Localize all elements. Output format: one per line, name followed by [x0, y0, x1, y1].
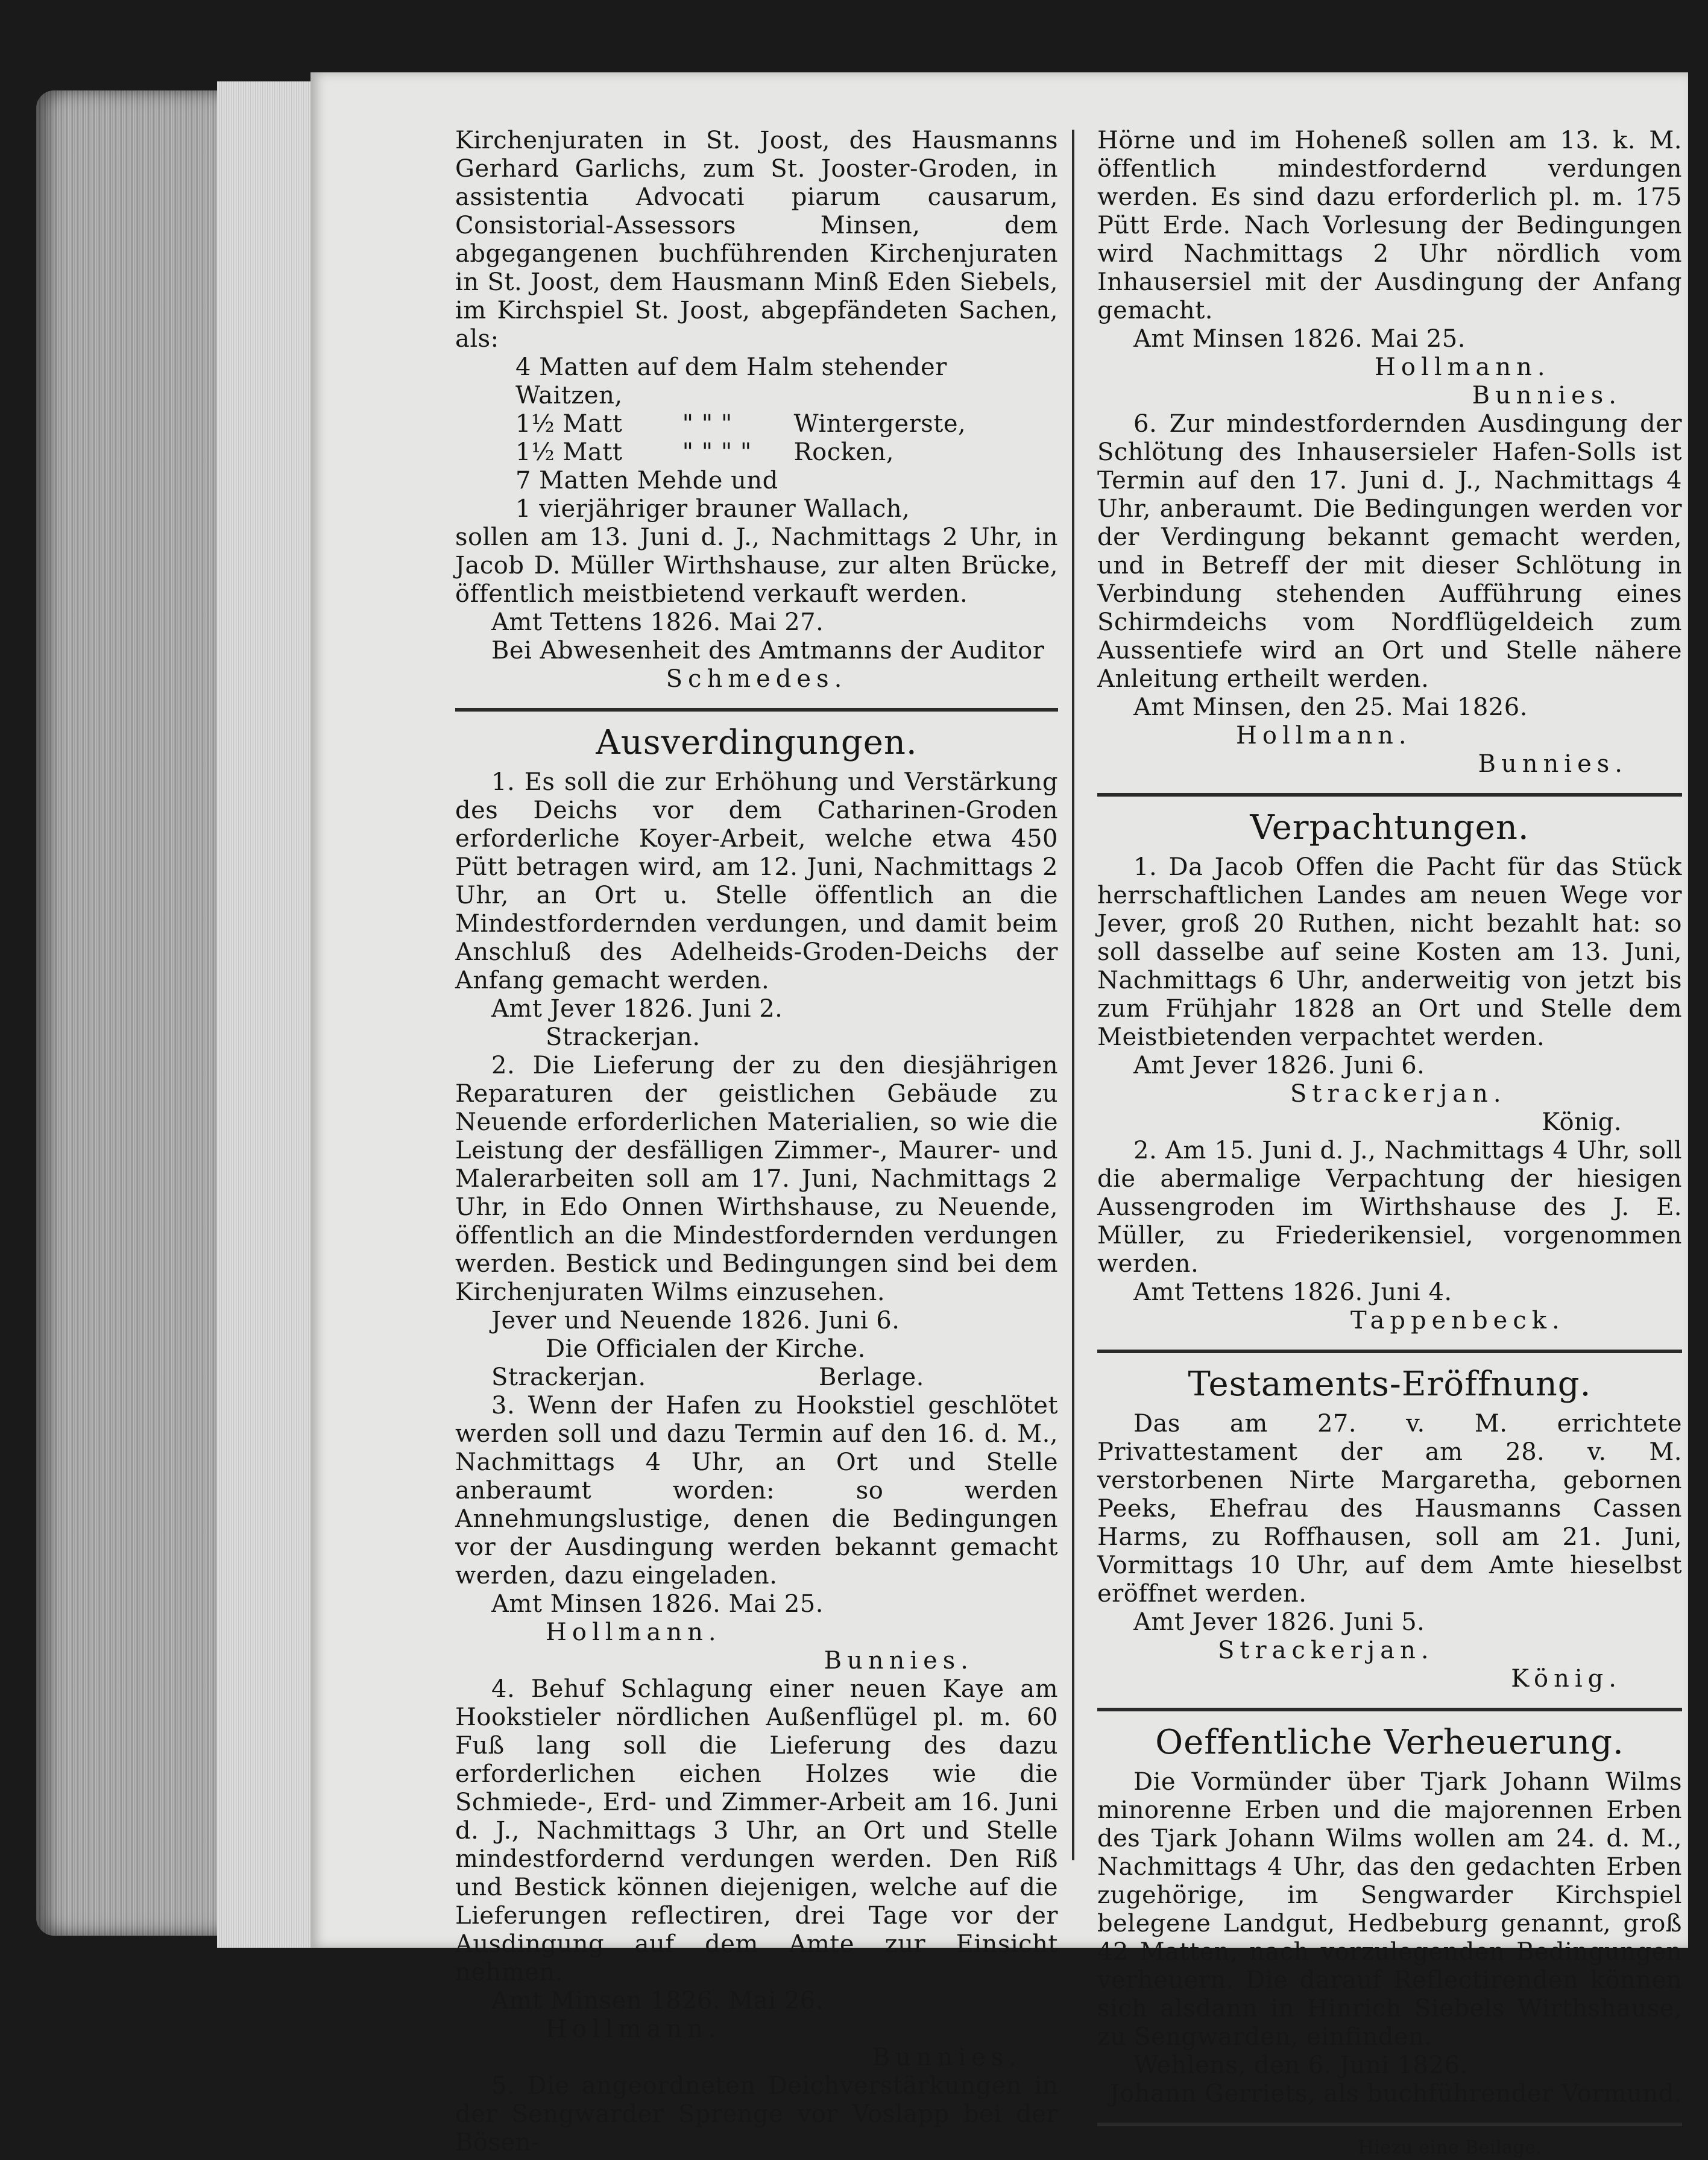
signature: Strackerjan.	[491, 1363, 646, 1391]
section-heading-verheuerung: Oeffentliche Verheuerung.	[1155, 1723, 1624, 1762]
signature: Bunnies.	[872, 2044, 1022, 2071]
signature: Bunnies.	[824, 1647, 974, 1675]
dateline: Amt Minsen 1826. Mai 25.	[491, 1590, 824, 1618]
page-leaves	[217, 81, 314, 1948]
section-divider	[1097, 793, 1682, 797]
signature: Hollmann.	[546, 2015, 722, 2043]
list-item	[515, 467, 1058, 495]
dateline: Amt Minsen 1826. Mai 25.	[1133, 325, 1466, 353]
goods-item-5: 1 vierjähriger brauner Wallach,	[515, 495, 910, 523]
signature: Hollmann.	[546, 1618, 722, 1646]
goods-item-2-name: Wintergerste,	[793, 410, 966, 438]
signature: Strackerjan.	[1290, 1080, 1507, 1108]
section-heading-testaments: Testaments-Eröffnung.	[1188, 1365, 1592, 1404]
lease-item-1: 1. Da Jacob Offen die Pacht für das Stück herrschaftlichen Landes am neuen Wege vor Jever, groß 20 Ruthen, nicht bezahlt hat: so soll dasselbe auf seine Kosten am 13. Juni, Nachmittags 6 Uhr, anderweitig von jetzt bis zum Frühjahr 1828 an Ort und Stelle dem Meistbietenden verpachtet werden.	[1097, 853, 1682, 1051]
signature: Die Officialen der Kirche.	[546, 1335, 866, 1363]
dateline: Wehlens, den 6. Juni 1826.	[1133, 2051, 1468, 2079]
dateline: Amt Tettens 1826. Mai 27.	[491, 608, 824, 636]
notice-item-4: 4. Behuf Schlagung einer neuen Kaye am Hookstieler nördlichen Außenflügel pl. m. 60 Fuß lang soll die Lieferung des dazu erforderlichen eichen Holzes wie die Schmiede-, Erd- und Zimmer-Arbeit am 16. Juni d. J., Nachmittags 3 Uhr, an Ort und Stelle mindestfordernd verdungen werden. Den Riß und Bestick können diejenigen, welche auf die Lieferungen reflectiren, drei Tage vor der Ausdingung auf dem Amte zur Einsicht nehmen.	[455, 1675, 1058, 1986]
opening-text: Kirchenjuraten in St. Joost, des Hausmanns Gerhard Garlichs, zum St. Jooster-Groden, in assistentia Advocati piarum causarum, Consistorial-Assessors Minsen, dem abgegangenen buchführenden Kirchenjuraten in St. Joost, dem Hausmann Minß Eden Siebels, im Kirchspiel St. Joost, abgepfändeten Sachen, als:	[455, 127, 1058, 353]
goods-item-3-qty: 1½ Matt	[515, 438, 623, 466]
testament-text: Das am 27. v. M. errichtete Privattestament der am 28. v. M. verstorbenen Nirte Margaretha, gebornen Peeks, Ehefrau des Hausmanns Cassen Harms, zu Roffhausen, soll am 21. Juni, Vormittags 10 Uhr, auf dem Amte hieselbst eröffnet werden.	[1097, 1410, 1682, 1608]
dateline: Amt Jever 1826. Juni 2.	[491, 995, 783, 1023]
signature-name: Schmedes.	[666, 665, 848, 693]
signature: Bei Abwesenheit des Amtmanns der Auditor	[491, 637, 1045, 665]
goods-item-1: 4 Matten auf dem Halm stehender Waitzen,	[515, 353, 947, 409]
list-item	[515, 410, 1058, 438]
dateline: Jever und Neuende 1826. Juni 6.	[491, 1307, 900, 1334]
signature: Hollmann.	[1236, 722, 1412, 750]
dateline: Amt Jever 1826. Juni 6.	[1133, 1052, 1425, 1079]
notice-item-2: 2. Die Lieferung der zu den diesjährigen Reparaturen der geistlichen Gebäude zu Neuende erforderlichen Materialien, so wie die Leistung der desfälligen Zimmer-, Maurer- und Malerarbeiten soll am 17. Juni, Nachmittags 2 Uhr, in Edo Onnen Wirthshause, zu Neuende, öffentlich an die Mindestfordernden verdungen werden. Bestick und Bedingungen sind bei dem Kirchenjuraten Wilms einzusehen.	[455, 1052, 1058, 1306]
section-divider	[455, 708, 1058, 712]
opening-text-2: sollen am 13. Juni d. J., Nachmittags 2 Uhr, in Jacob D. Müller Wirthshause, zur alten Brücke, öffentlich meistbietend verkauft werden.	[455, 523, 1058, 608]
goods-item-2-ditto: " " "	[682, 410, 733, 438]
notice-item-5-cont: Hörne und im Hoheneß sollen am 13. k. M. öffentlich mindestfordernd verdungen werden. Es sind dazu erforderlich pl. m. 175 Pütt Erde. Nach Vorlesung der Bedingungen wird Nachmittags 2 Uhr nördlich vom Inhausersiel mit der Ausdingung der Anfang gemacht.	[1097, 127, 1682, 324]
dateline: Amt Minsen 1826. Mai 26.	[491, 1987, 824, 2015]
signature: Johann Gerriets, als buchführender Vormund.	[1109, 2080, 1682, 2108]
signature: König.	[1511, 1665, 1622, 1693]
lease-item-2: 2. Am 15. Juni d. J., Nachmittags 4 Uhr, soll die abermalige Verpachtung der hiesigen Aussengroden im Wirthshause des J. E. Müller, zu Friederikensiel, vorgenommen werden.	[1097, 1137, 1682, 1278]
dateline: Amt Tettens 1826. Juni 4.	[1133, 1278, 1452, 1306]
signature: Hollmann.	[1375, 353, 1551, 381]
notice-item-5-start: 5. Die angeordneten Deichverstärkungen in der Sengwarder Sprenge vor Voslapp bei der Bösen-	[455, 2072, 1058, 2156]
goods-list	[515, 353, 1058, 523]
section-divider	[1097, 1350, 1682, 1353]
goods-item-3-ditto: " " " "	[682, 438, 752, 466]
list-item	[515, 438, 1058, 467]
signature: Berlage.	[819, 1363, 924, 1391]
dateline: Amt Jever 1826. Juni 5.	[1133, 1608, 1425, 1636]
signature: Tappenbeck.	[1350, 1307, 1565, 1334]
signature: Strackerjan.	[1218, 1637, 1434, 1664]
section-heading-verpachtungen: Verpachtungen.	[1250, 808, 1530, 847]
signature: Strackerjan.	[546, 1023, 701, 1051]
goods-item-4: 7 Matten Mehde und	[515, 467, 778, 494]
newspaper-page	[310, 72, 1688, 2158]
left-column	[455, 127, 1058, 2157]
goods-item-3-name: Rocken,	[793, 438, 894, 466]
section-heading-ausverdingungen: Ausverdingungen.	[596, 723, 918, 762]
supplement-note: Hiezu eine Beilage.	[1358, 2137, 1542, 2158]
section-divider	[1097, 2123, 1682, 2126]
signature: Bunnies.	[1478, 750, 1628, 778]
column-rule	[1072, 130, 1074, 1860]
lease-notice-text: Die Vormünder über Tjark Johann Wilms minorenne Erben und die majorennen Erben des Tjark Johann Wilms wollen am 24. d. M., Nachmittags 4 Uhr, das den gedachten Erben zugehörige, im Sengwarder Kirchspiel belegene Landgut, Hedbeburg genannt, groß 42 Matten, nach vorzulegenden Bedingungen verheuern. Die darauf Reflectirenden können sich alsdann in Hinrich Siebels Wirthshause, zu Sengwarden, einfinden.	[1097, 1768, 1682, 2051]
signature: Bunnies.	[1472, 382, 1622, 409]
section-divider	[1097, 1708, 1682, 1711]
notice-item-6: 6. Zur mindestfordernden Ausdingung der Schlötung des Inhausersieler Hafen-Solls ist Termin auf den 17. Juni d. J., Nachmittags 4 Uhr, anberaumt. Die Bedingungen werden vor der Verdingung bekannt gemacht werden, und in Betreff der mit dieser Schlötung in Verbindung stehenden Aufführung eines Schirmdeichs vom Nordflügeldeich zum Aussentiefe wird an Ort und Stelle nähere Anleitung ertheilt werden.	[1097, 410, 1682, 693]
notice-item-3: 3. Wenn der Hafen zu Hookstiel geschlötet werden soll und dazu Termin auf den 16. d. M., Nachmittags 4 Uhr, an Ort und Stelle anberaumt worden: so werden Annehmungslustige, denen die Bedingungen vor der Ausdingung werden bekannt gemacht werden, dazu eingeladen.	[455, 1392, 1058, 1590]
goods-item-2-qty: 1½ Matt	[515, 410, 623, 438]
list-item	[515, 353, 1058, 410]
dateline: Amt Minsen, den 25. Mai 1826.	[1133, 693, 1528, 721]
notice-item-1: 1. Es soll die zur Erhöhung und Verstärkung des Deichs vor dem Catharinen-Groden erforderliche Koyer-Arbeit, welche etwa 450 Pütt betragen wird, am 12. Juni, Nachmittags 2 Uhr, an Ort u. Stelle öffentlich an die Mindestfordernden verdungen, und damit beim Anschluß des Adelheids-Groden-Deichs der Anfang gemacht werden.	[455, 768, 1058, 994]
signature-pair	[455, 1363, 1058, 1392]
right-column	[1097, 127, 1682, 2160]
list-item	[515, 495, 1058, 523]
signature: König.	[1542, 1108, 1622, 1136]
